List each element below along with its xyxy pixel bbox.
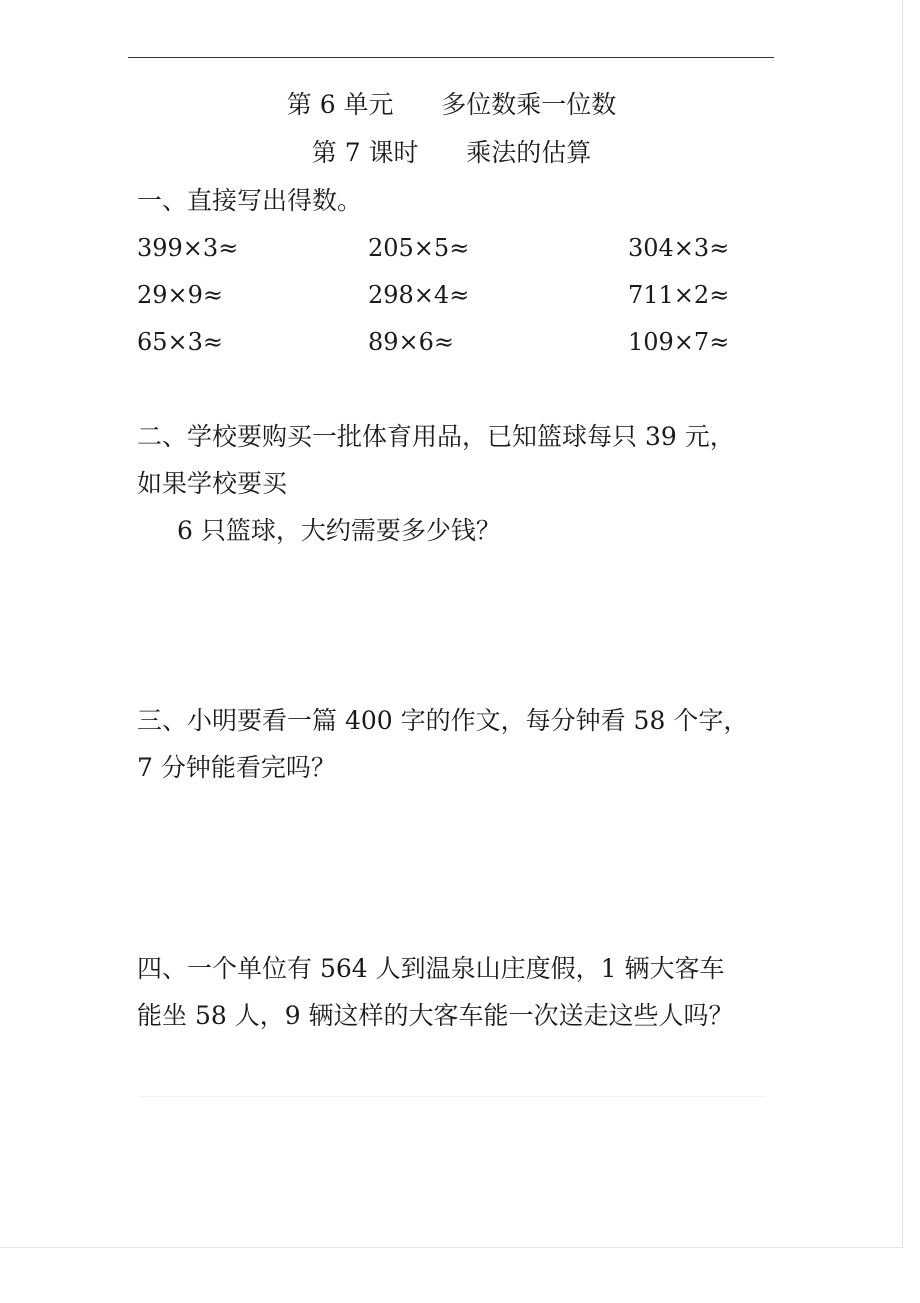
problem-line: 能坐 58 人，9 辆这样的大客车能一次送走这些人吗？ (137, 1001, 734, 1030)
problem-line: 二、学校要购买一批体育用品，已知篮球每只 39 元， (137, 422, 735, 451)
section-1-heading: 一、直接写出得数。 (137, 186, 363, 215)
problem-line: 如果学校要买 (137, 469, 288, 498)
lesson-title: 第 7 课时 乘法的估算 (311, 138, 592, 167)
problem-line: 四、一个单位有 564 人到温泉山庄度假，1 辆大客车 (137, 954, 725, 983)
expr-item: 205×5≈ (368, 234, 470, 262)
unit-title: 第 6 单元 多位数乘一位数 (286, 90, 617, 119)
expr-item: 89×6≈ (368, 328, 455, 356)
expr-item: 711×2≈ (628, 281, 730, 309)
expr-item: 65×3≈ (137, 328, 224, 356)
problem-line: 7 分钟能看完吗？ (137, 753, 336, 782)
expr-item: 298×4≈ (368, 281, 470, 309)
expr-item: 109×7≈ (628, 328, 730, 356)
expr-item: 304×3≈ (628, 234, 730, 262)
footer-rule (140, 1096, 765, 1097)
expr-item: 399×3≈ (137, 234, 239, 262)
header-rule (128, 57, 774, 58)
expr-item: 29×9≈ (137, 281, 224, 309)
problem-line: 6 只篮球，大约需要多少钱？ (177, 516, 501, 545)
problem-line: 三、小明要看一篇 400 字的作文，每分钟看 58 个字， (137, 706, 749, 735)
